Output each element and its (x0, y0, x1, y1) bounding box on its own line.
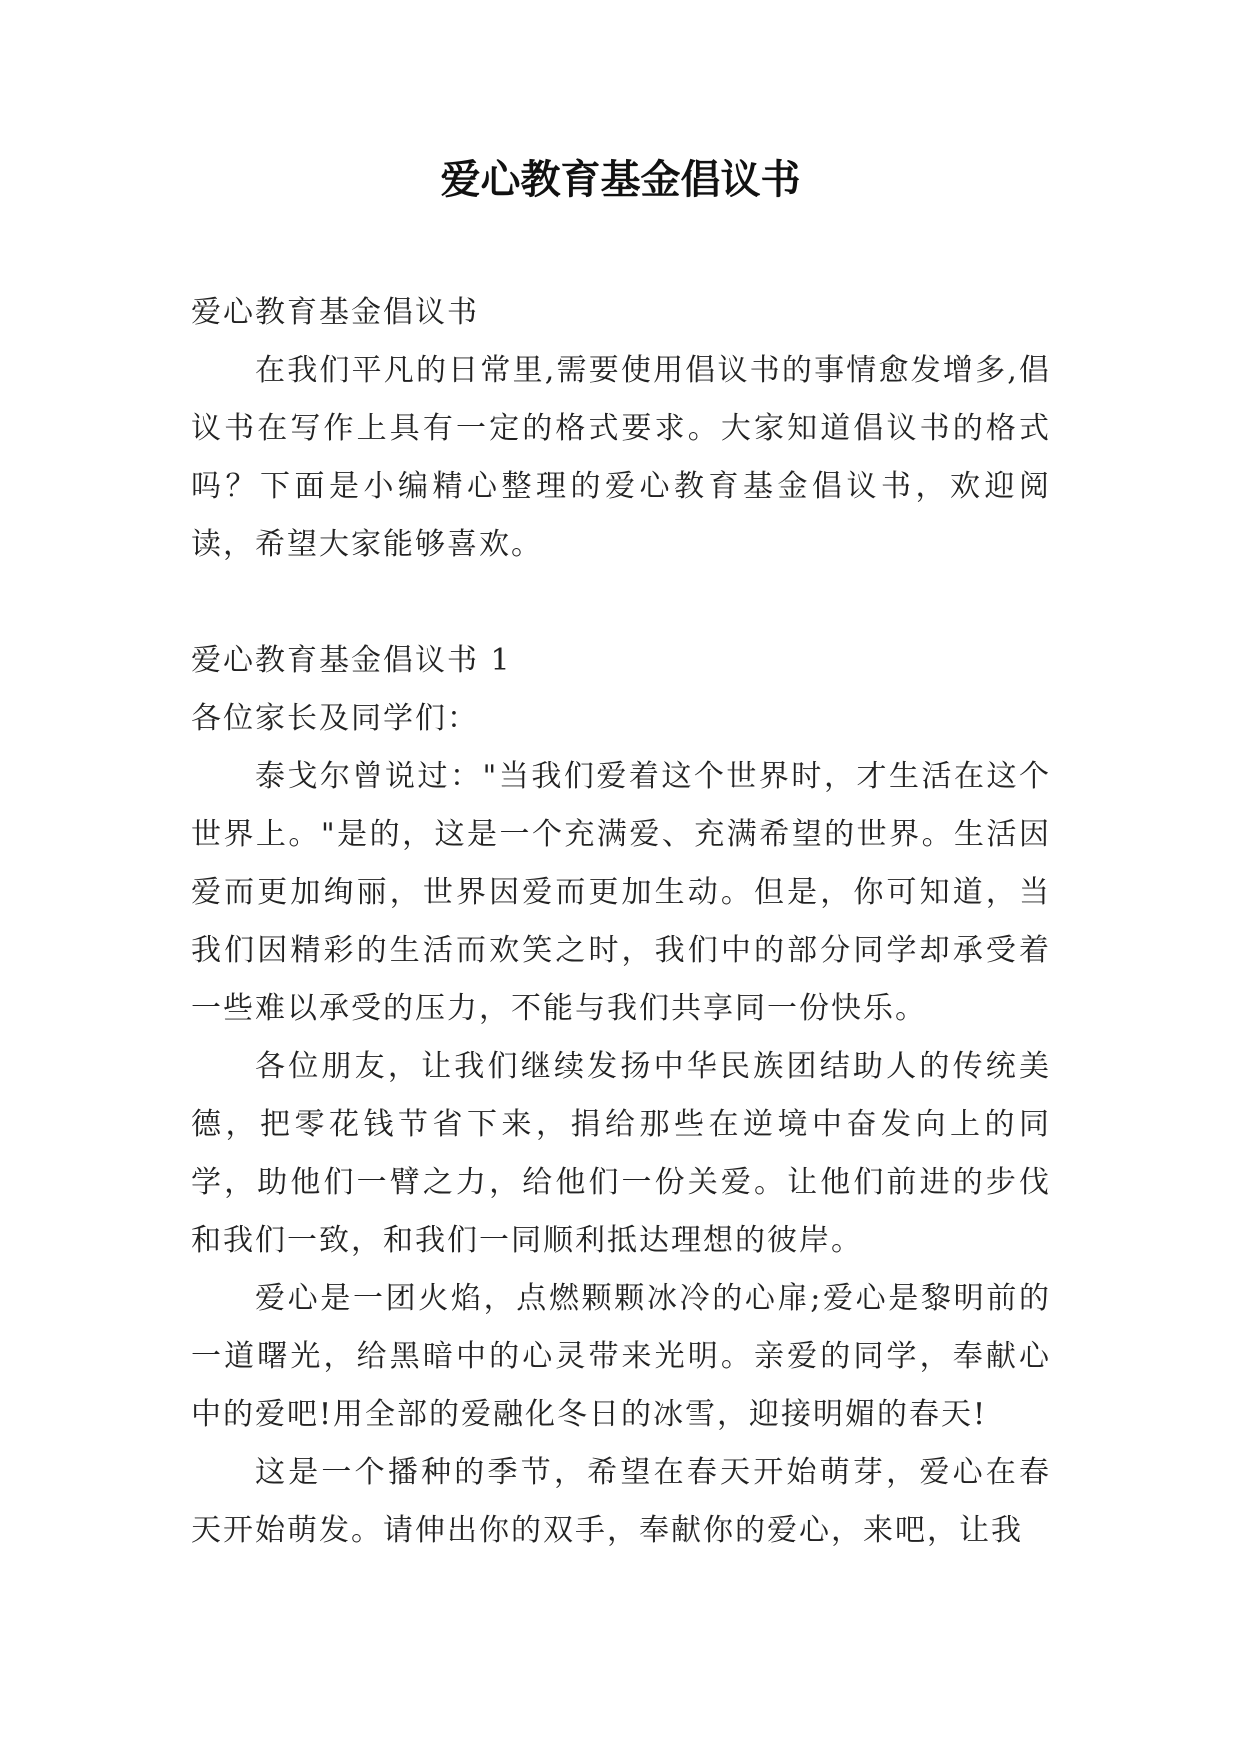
section-heading: 爱心教育基金倡议书 1 (191, 643, 512, 678)
document-body (191, 284, 1051, 1560)
document-subtitle: 爱心教育基金倡议书 (191, 295, 479, 330)
body-paragraph-1: 泰戈尔曾说过："当我们爱着这个世界时，才生活在这个世界上。"是的，这是一个充满爱、充满希望的世界。生活因爱而更加绚丽，世界因爱而更加生动。但是，你可知道，当我们因精彩的生活而欢笑之时，我们中的部分同学却承受着一些难以承受的压力，不能与我们共享同一份快乐。 (191, 759, 1051, 1026)
body-paragraph-3: 爱心是一团火焰，点燃颗颗冰冷的心扉;爱心是黎明前的一道曙光，给黑暗中的心灵带来光明。亲爱的同学，奉献心中的爱吧!用全部的爱融化冬日的冰雪，迎接明媚的春天! (191, 1281, 1051, 1432)
body-paragraph-2: 各位朋友，让我们继续发扬中华民族团结助人的传统美德，把零花钱节省下来，捐给那些在逆境中奋发向上的同学，助他们一臂之力，给他们一份关爱。让他们前进的步伐和我们一致，和我们一同顺利抵达理想的彼岸。 (191, 1049, 1051, 1258)
intro-paragraph: 在我们平凡的日常里,需要使用倡议书的事情愈发增多,倡议书在写作上具有一定的格式要求。大家知道倡议书的格式吗？下面是小编精心整理的爱心教育基金倡议书，欢迎阅读，希望大家能够喜欢。 (191, 353, 1051, 562)
section-spacer (191, 574, 1051, 632)
document-title: 爱心教育基金倡议书 (440, 157, 801, 203)
salutation: 各位家长及同学们： (191, 701, 479, 736)
body-paragraph-4: 这是一个播种的季节，希望在春天开始萌芽，爱心在春天开始萌发。请伸出你的双手，奉献你的爱心，来吧，让我 (191, 1455, 1051, 1548)
